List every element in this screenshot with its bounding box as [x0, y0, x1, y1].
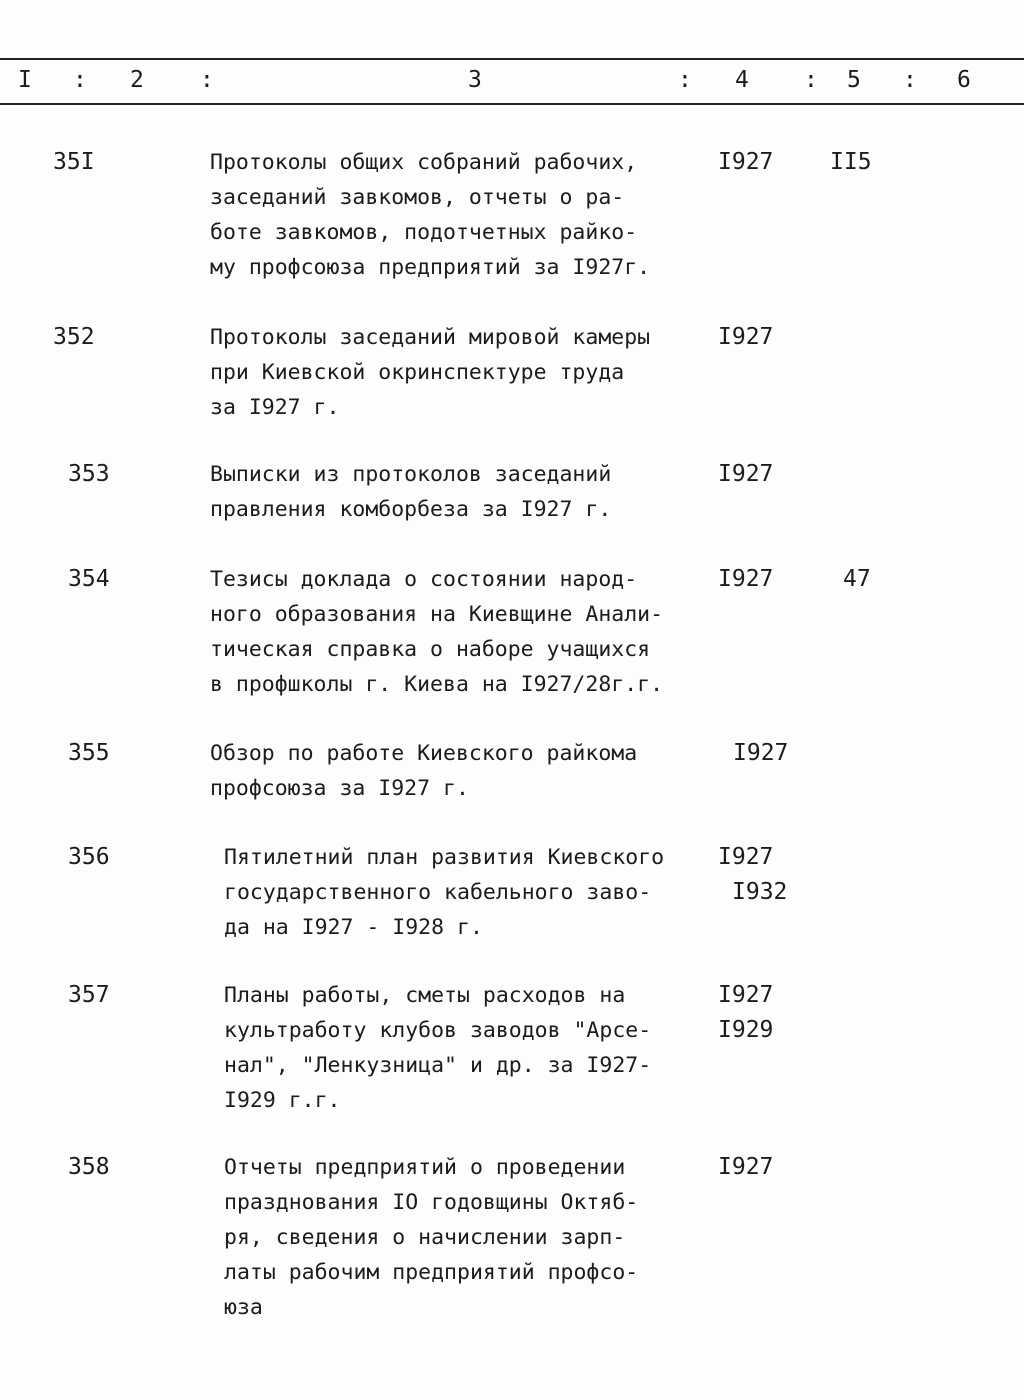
header-top-rule [0, 58, 1024, 60]
header-col-5: 5 [847, 67, 861, 93]
row-number: 357 [68, 982, 110, 1008]
year-value: I927 [718, 324, 774, 350]
title-line: Обзор по работе Киевского райкома [210, 741, 638, 766]
row-title [210, 562, 663, 702]
row-years [718, 840, 787, 910]
row-number: 35I [53, 149, 95, 175]
year-value: I927 [718, 461, 774, 487]
title-line: Выписки из протоколов заседаний [210, 462, 612, 487]
row-title [210, 145, 650, 285]
row-years [718, 978, 773, 1048]
header-col-3: 3 [468, 67, 482, 93]
year-value: I927 [718, 982, 774, 1008]
row-number: 354 [68, 566, 110, 592]
year-value: I927 [733, 740, 789, 766]
header-col-6: 6 [957, 67, 971, 93]
title-line: Пятилетний план развития Киевского [224, 845, 665, 870]
header-separator: : [804, 67, 818, 93]
header-bottom-rule [0, 103, 1024, 105]
row-number: 358 [68, 1154, 110, 1180]
title-line: правления комборбеза за I927 г. [210, 497, 612, 522]
title-line: да на I927 - I928 г. [224, 915, 483, 940]
title-line: празднования IO годовщины Октяб- [224, 1190, 639, 1215]
title-line: ря, сведения о начислении зарп- [224, 1225, 626, 1250]
header-col-1: I [18, 67, 32, 93]
header-separator: : [678, 67, 692, 93]
title-line: при Киевской окринспектуре труда [210, 360, 625, 385]
header-col-4: 4 [735, 67, 749, 93]
row-title [224, 978, 651, 1118]
header-separator: : [73, 67, 87, 93]
title-line: Планы работы, сметы расходов на [224, 983, 626, 1008]
title-line: государственного кабельного заво- [224, 880, 652, 905]
row-number: 355 [68, 740, 110, 766]
title-line: му профсоюза предприятий за I927г. [210, 255, 651, 280]
year-value: I932 [732, 879, 788, 905]
title-line: за I927 г. [210, 395, 340, 420]
header-col-2: 2 [130, 67, 144, 93]
header-separator: : [200, 67, 214, 93]
year-value: I927 [718, 149, 774, 175]
title-line: Протоколы общих собраний рабочих, [210, 150, 638, 175]
title-line: ного образования на Киевщине Анали- [210, 602, 664, 627]
row-title [210, 457, 611, 527]
row-number: 352 [53, 324, 95, 350]
header-separator: : [903, 67, 917, 93]
row-number: 353 [68, 461, 110, 487]
row-title [224, 840, 664, 945]
row-years [718, 457, 773, 492]
row-years [718, 1150, 773, 1185]
title-line: заседаний завкомов, отчеты о ра- [210, 185, 625, 210]
title-line: юза [224, 1295, 263, 1320]
year-value: I927 [718, 566, 774, 592]
title-line: I929 г.г. [224, 1088, 341, 1113]
row-title [210, 736, 637, 806]
year-value: I927 [718, 1154, 774, 1180]
row-years [718, 320, 773, 355]
title-line: культработу клубов заводов "Арсе- [224, 1018, 652, 1043]
title-line: Отчеты предприятий о проведении [224, 1155, 626, 1180]
title-line: Тезисы доклада о состоянии народ- [210, 567, 638, 592]
row-years [718, 562, 773, 597]
row-sheets: 47 [843, 566, 871, 592]
title-line: в профшколы г. Киева на I927/28г.г. [210, 672, 664, 697]
title-line: боте завкомов, подотчетных райко- [210, 220, 638, 245]
year-value: I927 [718, 844, 774, 870]
row-sheets: II5 [830, 149, 872, 175]
title-line: нал", "Ленкузница" и др. за I927- [224, 1053, 652, 1078]
row-title [224, 1150, 638, 1325]
row-years [718, 145, 773, 180]
title-line: тическая справка о наборе учащихся [210, 637, 651, 662]
row-number: 356 [68, 844, 110, 870]
title-line: латы рабочим предприятий профсо- [224, 1260, 639, 1285]
row-title [210, 320, 650, 425]
year-value: I929 [718, 1017, 774, 1043]
title-line: Протоколы заседаний мировой камеры [210, 325, 651, 350]
title-line: профсоюза за I927 г. [210, 776, 469, 801]
row-years [733, 736, 788, 771]
